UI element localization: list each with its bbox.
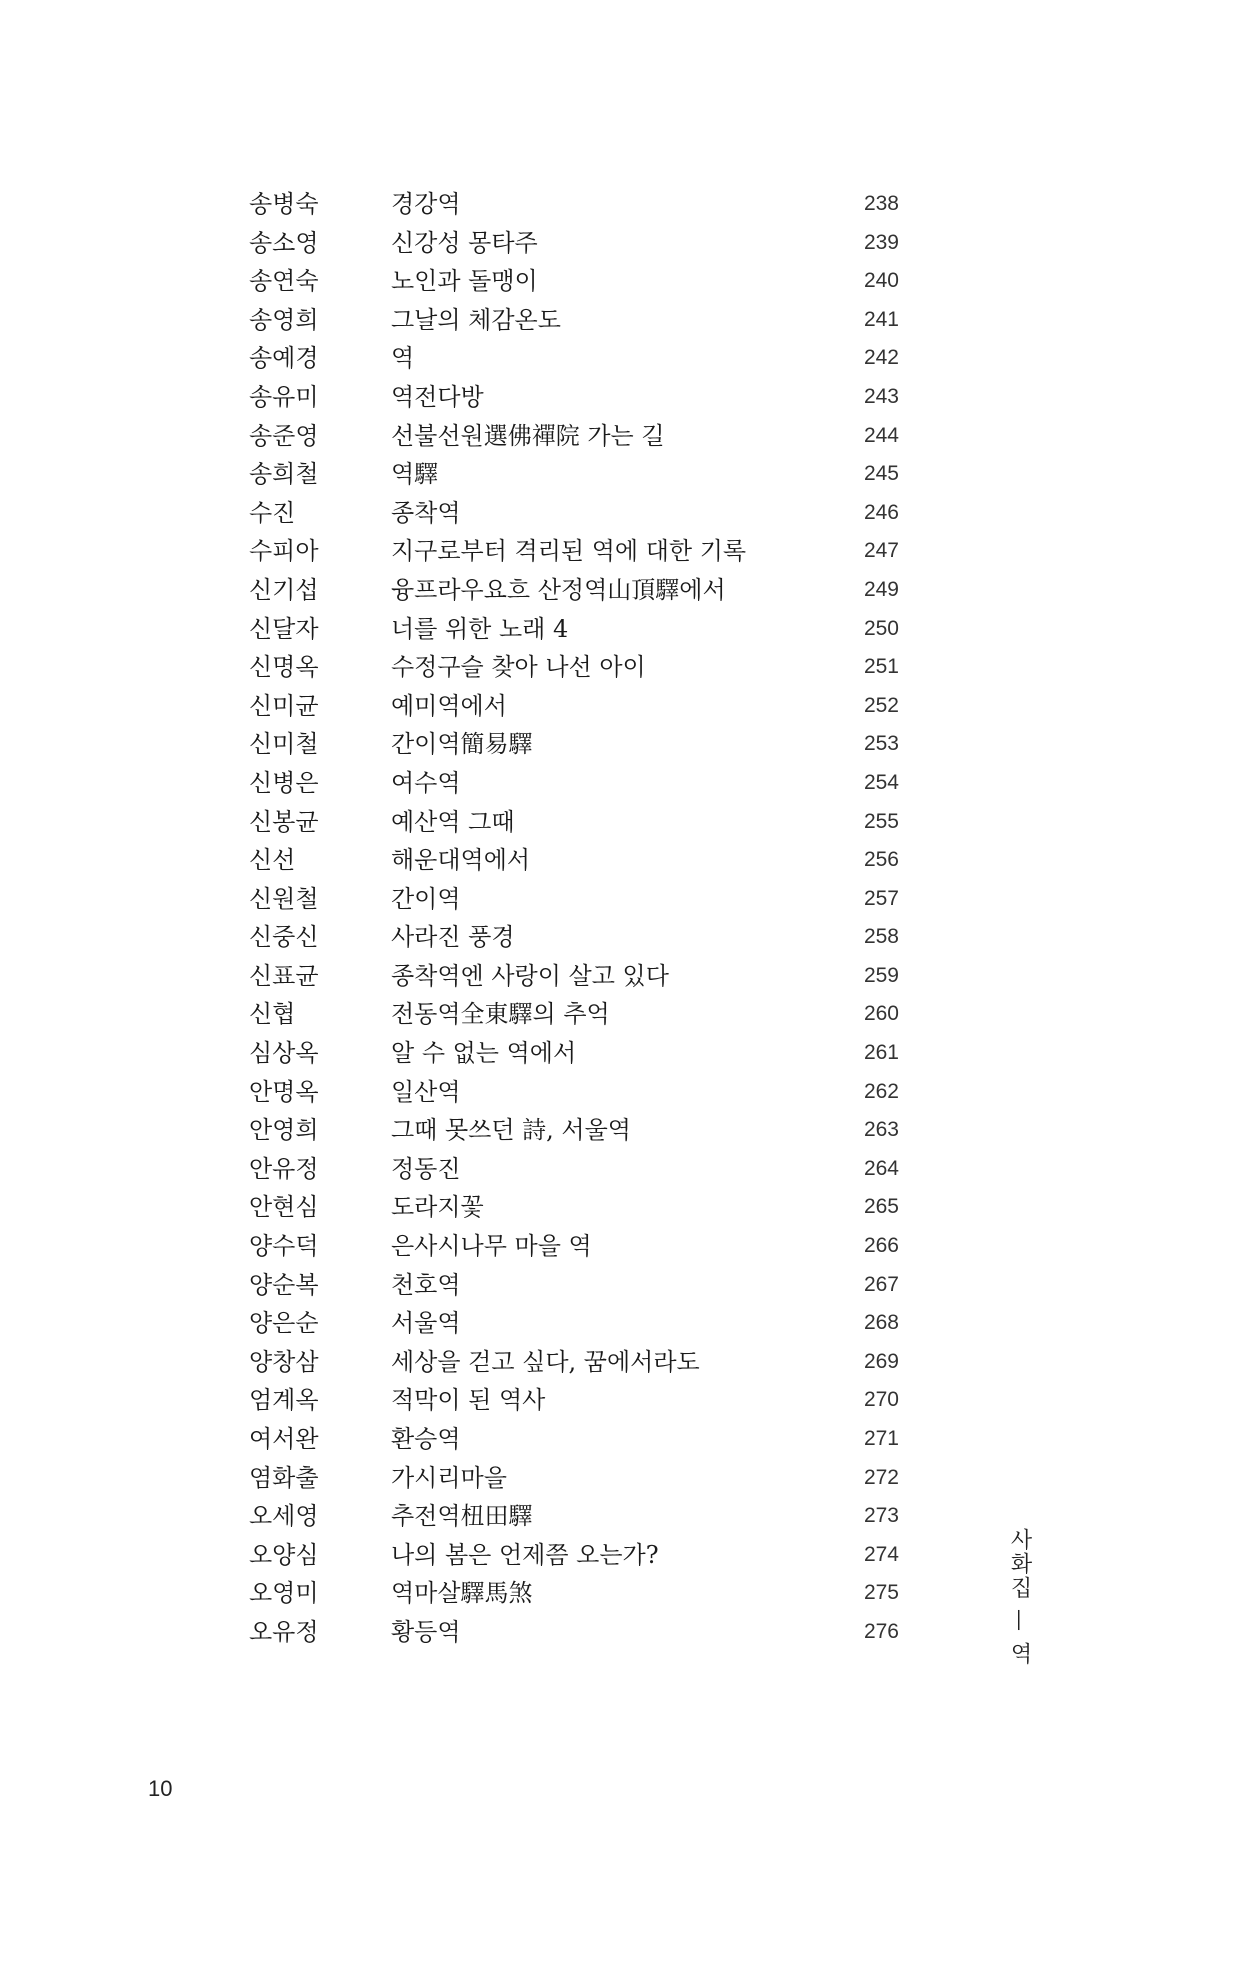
toc-entry <box>249 532 899 571</box>
toc-entry <box>249 339 899 378</box>
entry-author: 신명옥 <box>249 653 319 682</box>
entry-title: 너를 위한 노래 4 <box>391 614 569 643</box>
entry-page: 264 <box>863 1156 899 1180</box>
toc-entry <box>249 918 899 957</box>
toc-entry <box>249 1111 899 1150</box>
entry-author: 신미철 <box>249 730 319 759</box>
entry-page: 270 <box>863 1388 899 1412</box>
entry-title: 지구로부터 격리된 역에 대한 기록 <box>391 537 747 566</box>
entry-title: 전동역全東驛의 추억 <box>391 1000 610 1029</box>
entry-page: 245 <box>863 462 899 486</box>
entry-title: 역驛 <box>391 460 439 489</box>
entry-title: 추전역杻田驛 <box>391 1502 533 1531</box>
entry-page: 244 <box>863 423 899 447</box>
entry-title: 융프라우요흐 산정역山頂驛에서 <box>391 575 726 604</box>
toc-entry <box>249 725 899 764</box>
entry-page: 247 <box>863 539 899 563</box>
entry-title: 도라지꽃 <box>391 1193 484 1222</box>
entry-page: 246 <box>863 500 899 524</box>
entry-page: 254 <box>863 770 899 794</box>
entry-author: 신기섭 <box>249 575 319 604</box>
toc-entry <box>249 1459 899 1498</box>
entry-author: 염화출 <box>249 1463 319 1492</box>
entry-author: 안유정 <box>249 1154 319 1183</box>
entry-author: 송희철 <box>249 460 319 489</box>
toc-entry <box>249 1227 899 1266</box>
entry-page: 263 <box>863 1118 899 1142</box>
entry-page: 272 <box>863 1465 899 1489</box>
toc-entry <box>249 1497 899 1536</box>
entry-page: 252 <box>863 693 899 717</box>
entry-title: 여수역 <box>391 768 461 797</box>
toc-entry <box>249 417 899 456</box>
entry-title: 황등역 <box>391 1617 461 1646</box>
entry-author: 송예경 <box>249 344 319 373</box>
entry-title: 서울역 <box>391 1309 461 1338</box>
entry-page: 269 <box>863 1349 899 1373</box>
entry-author: 오유정 <box>249 1617 319 1646</box>
entry-title: 경강역 <box>391 190 461 218</box>
entry-page: 274 <box>863 1542 899 1566</box>
entry-page: 276 <box>863 1619 899 1643</box>
entry-title: 은사시나무 마을 역 <box>391 1232 592 1261</box>
entry-author: 송준영 <box>249 421 319 450</box>
entry-title: 사라진 풍경 <box>391 923 515 952</box>
entry-author: 안영희 <box>249 1116 319 1145</box>
entry-author: 신선 <box>249 846 296 875</box>
toc-entry <box>249 764 899 803</box>
entry-title: 그때 못쓰던 詩, 서울역 <box>391 1116 631 1145</box>
entry-author: 안명옥 <box>249 1077 319 1106</box>
entry-title: 적막이 된 역사 <box>391 1386 546 1415</box>
entry-author: 오세영 <box>249 1502 319 1531</box>
entry-title: 노인과 돌맹이 <box>391 267 538 296</box>
entry-author: 양창삼 <box>249 1347 319 1376</box>
entry-author: 수피아 <box>249 537 319 566</box>
entry-page: 243 <box>863 384 899 408</box>
entry-page: 238 <box>863 192 899 215</box>
toc-entry <box>249 957 899 996</box>
entry-author: 신미균 <box>249 691 319 720</box>
toc-entry <box>249 262 899 301</box>
toc-entry <box>249 687 899 726</box>
entry-page: 256 <box>863 848 899 872</box>
entry-page: 257 <box>863 886 899 910</box>
entry-author: 송유미 <box>249 382 319 411</box>
entry-title: 역 <box>391 344 415 373</box>
entry-page: 260 <box>863 1002 899 1026</box>
entry-title: 역마살驛馬煞 <box>391 1579 533 1608</box>
entry-title: 예미역에서 <box>391 691 507 720</box>
toc-entry <box>249 1613 899 1652</box>
entry-page: 240 <box>863 269 899 293</box>
entry-author: 신협 <box>249 1000 296 1029</box>
toc-entry <box>249 1536 899 1575</box>
toc-entry <box>249 571 899 610</box>
toc-entry <box>249 1420 899 1459</box>
toc-entry <box>249 841 899 880</box>
toc-entry <box>249 455 899 494</box>
entry-page: 258 <box>863 925 899 949</box>
entry-title: 신강성 몽타주 <box>391 228 538 257</box>
toc-entry <box>249 610 899 649</box>
entry-author: 오양심 <box>249 1540 319 1569</box>
entry-author: 양수덕 <box>249 1232 319 1261</box>
entry-author: 신표균 <box>249 961 319 990</box>
entry-title: 환승역 <box>391 1425 461 1453</box>
entry-page: 273 <box>863 1504 899 1528</box>
entry-author: 신원철 <box>249 884 319 913</box>
entry-page: 239 <box>863 230 899 254</box>
entry-title: 그날의 체감온도 <box>391 305 561 334</box>
toc-entry <box>249 648 899 687</box>
toc-entry <box>249 301 899 340</box>
toc-entry <box>249 803 899 842</box>
entry-page: 265 <box>863 1195 899 1219</box>
entry-author: 송연숙 <box>249 267 319 296</box>
entry-author: 안현심 <box>249 1193 319 1222</box>
entry-page: 262 <box>863 1079 899 1103</box>
entry-title: 간이역簡易驛 <box>391 730 533 759</box>
toc-entry <box>249 224 899 263</box>
entry-author: 오영미 <box>249 1579 319 1608</box>
entry-author: 신달자 <box>249 614 319 643</box>
entry-author: 송영희 <box>249 305 319 334</box>
page-number: 10 <box>148 1776 173 1801</box>
toc-entry <box>249 880 899 919</box>
entry-title: 세상을 걷고 싶다, 꿈에서라도 <box>391 1347 700 1376</box>
entry-title: 정동진 <box>391 1154 461 1183</box>
toc-entry <box>249 494 899 533</box>
entry-author: 신병은 <box>249 768 319 797</box>
toc-entry <box>249 1188 899 1227</box>
entry-title: 일산역 <box>391 1077 461 1106</box>
toc-entry <box>249 1304 899 1343</box>
entry-author: 여서완 <box>249 1425 319 1453</box>
entry-page: 271 <box>863 1427 899 1450</box>
entry-author: 엄계옥 <box>249 1386 319 1415</box>
entry-author: 양은순 <box>249 1309 319 1338</box>
toc-entry <box>249 1266 899 1305</box>
entry-author: 수진 <box>249 498 296 527</box>
toc-entry <box>249 1150 899 1189</box>
entry-page: 275 <box>863 1581 899 1605</box>
entry-page: 261 <box>863 1041 899 1065</box>
entry-page: 253 <box>863 732 899 756</box>
entry-title: 알 수 없는 역에서 <box>391 1039 577 1068</box>
running-head: 사화집 — 역 <box>1007 1528 1032 1666</box>
entry-page: 242 <box>863 346 899 370</box>
entry-author: 심상옥 <box>249 1039 319 1068</box>
toc-entry <box>249 185 899 224</box>
entry-title: 천호역 <box>391 1270 461 1299</box>
toc-entry <box>249 1574 899 1613</box>
entry-page: 241 <box>863 307 899 331</box>
entry-page: 268 <box>863 1311 899 1335</box>
entry-page: 267 <box>863 1272 899 1296</box>
entry-page: 259 <box>863 963 899 987</box>
entry-title: 간이역 <box>391 884 461 913</box>
entry-page: 255 <box>863 809 899 833</box>
entry-title: 선불선원選佛禪院 가는 길 <box>391 421 665 450</box>
entry-author: 송병숙 <box>249 190 319 218</box>
entry-title: 가시리마을 <box>391 1463 507 1492</box>
entry-page: 266 <box>863 1234 899 1258</box>
toc-entry <box>249 1381 899 1420</box>
toc-entry <box>249 1034 899 1073</box>
toc-entry <box>249 1343 899 1382</box>
entry-page: 249 <box>863 577 899 601</box>
table-of-contents <box>249 185 899 1652</box>
entry-page: 251 <box>863 655 899 679</box>
entry-author: 신중신 <box>249 923 319 952</box>
toc-entry <box>249 995 899 1034</box>
entry-page: 250 <box>863 616 899 640</box>
entry-author: 송소영 <box>249 228 319 257</box>
entry-author: 신봉균 <box>249 807 319 836</box>
entry-title: 해운대역에서 <box>391 846 531 875</box>
entry-title: 종착역 <box>391 498 461 527</box>
entry-author: 양순복 <box>249 1270 319 1299</box>
entry-title: 종착역엔 사랑이 살고 있다 <box>391 961 669 990</box>
toc-entry <box>249 378 899 417</box>
entry-title: 수정구슬 찾아 나선 아이 <box>391 653 646 682</box>
toc-entry <box>249 1073 899 1112</box>
entry-title: 예산역 그때 <box>391 807 515 836</box>
entry-title: 나의 봄은 언제쯤 오는가? <box>391 1540 659 1569</box>
entry-title: 역전다방 <box>391 382 484 411</box>
